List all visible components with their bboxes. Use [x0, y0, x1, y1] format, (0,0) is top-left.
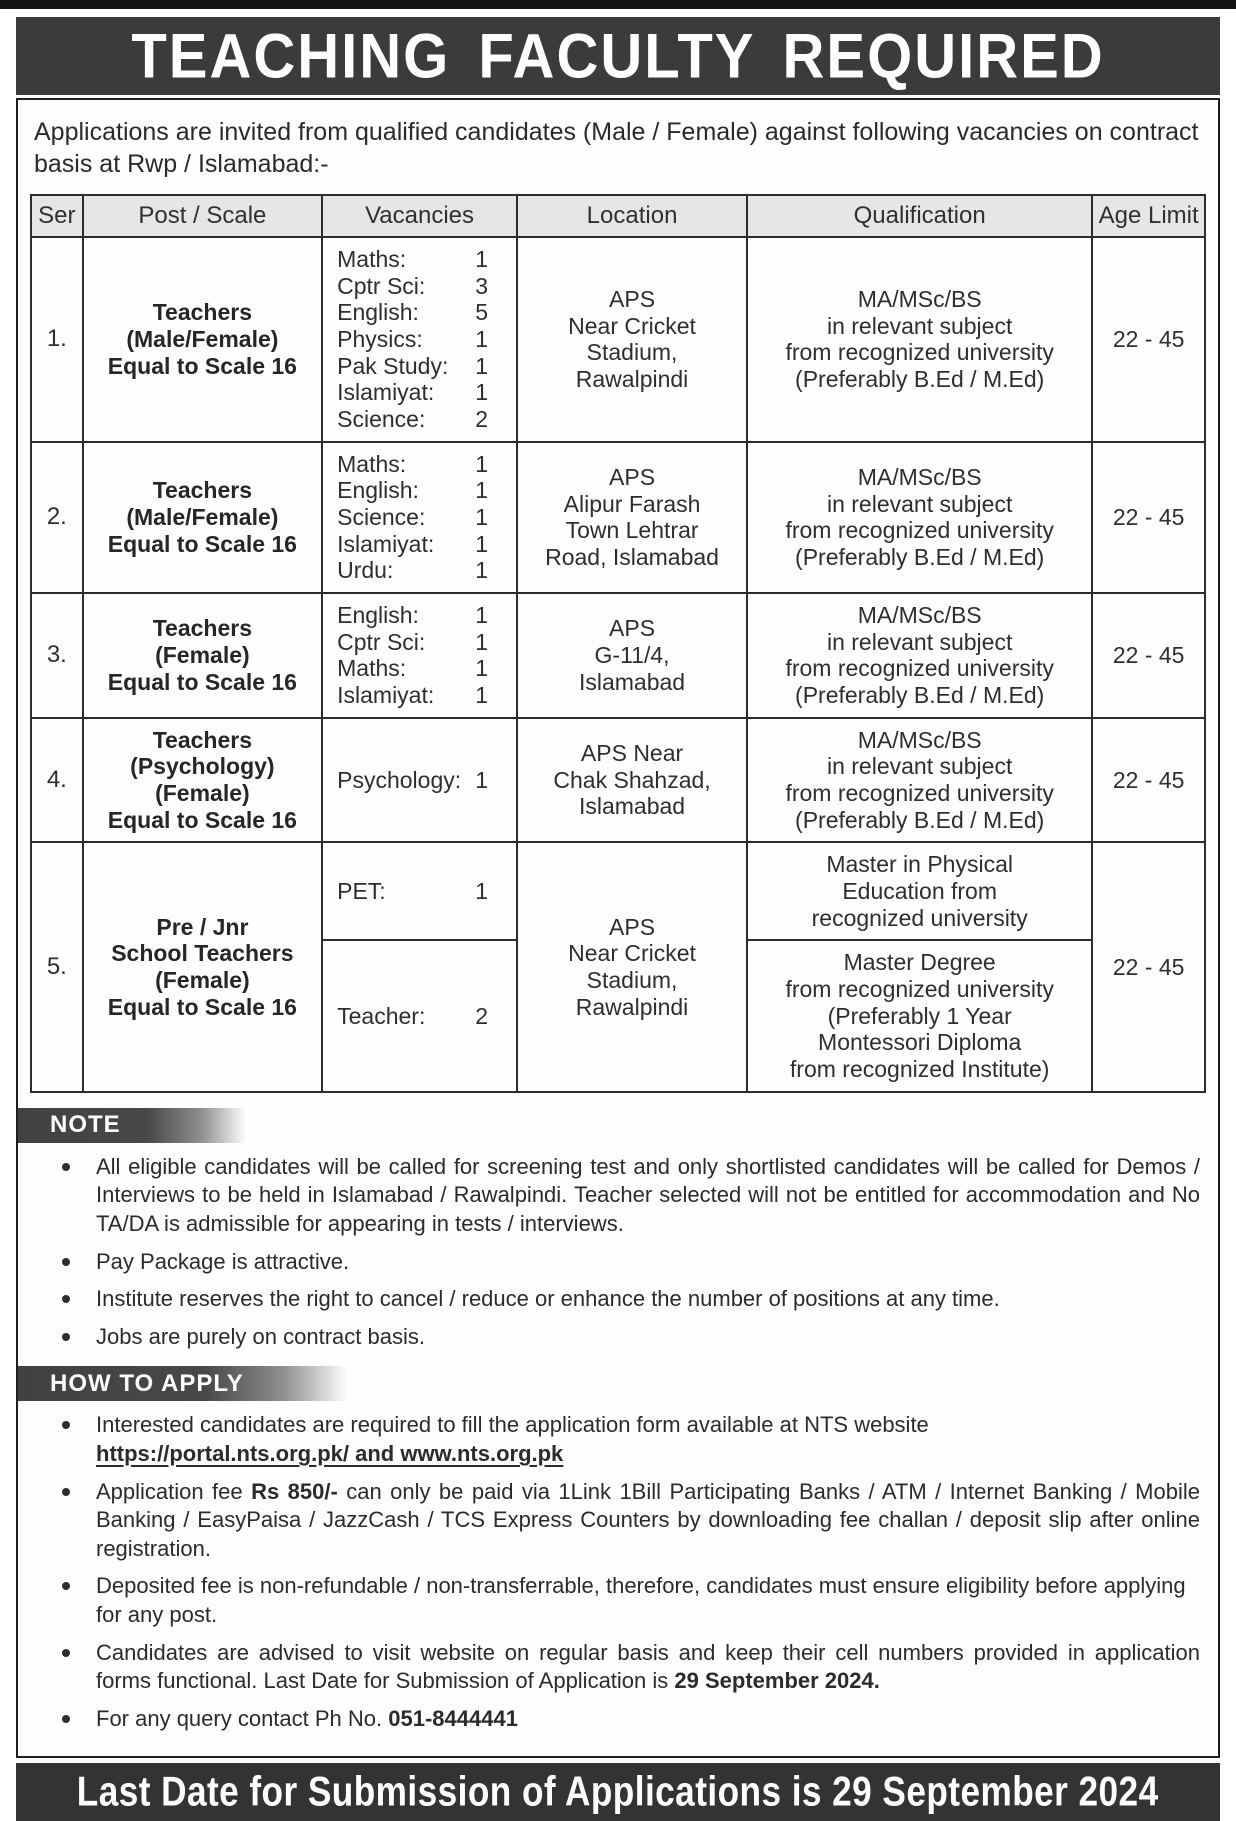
- list-item-text: All eligible candidates will be called for screening test and only shortlisted candidates will be called for Demos / Interviews to be held in Islamabad / Rawalpindi. Teacher selected will not be entitled for accommodation and No TA/DA is admissible for appearing in tests / interviews.: [96, 1153, 1200, 1236]
- list-item-text: Deposited fee is non-refundable / non-transferrable, therefore, candidates must ensure eligibility before applying for any post.: [96, 1573, 1186, 1627]
- list-item: [62, 1248, 1200, 1277]
- vacancy-line: Science: 1: [337, 504, 488, 531]
- cell-age-limit: 22 - 45: [1092, 237, 1205, 442]
- table-row: [31, 442, 1205, 593]
- cell-vacancies: [322, 718, 517, 843]
- footer-bar: [16, 1763, 1220, 1821]
- list-item-text: Interested candidates are required to fill the application form available at NTS website https://portal.nts.org.pk/ and www.nts.org.pk: [96, 1412, 929, 1466]
- column-header: Qualification: [747, 195, 1092, 237]
- list-item: [62, 1705, 1200, 1734]
- table-row: [31, 237, 1205, 442]
- bullet-icon: [62, 1258, 70, 1266]
- column-header: Location: [517, 195, 747, 237]
- cell-vacancies: [322, 940, 517, 1091]
- list-item: [62, 1639, 1200, 1696]
- vacancy-line: PET: 1: [337, 878, 488, 905]
- bullet-icon: [62, 1333, 70, 1341]
- note-label: [18, 1108, 253, 1143]
- list-item: [62, 1478, 1200, 1564]
- cell-location: APS G-11/4, Islamabad: [517, 593, 747, 718]
- cell-location: APS Alipur Farash Town Lehtrar Road, Islamabad: [517, 442, 747, 593]
- cell-ser: 2.: [31, 442, 83, 593]
- list-item: [62, 1323, 1200, 1352]
- cell-qualification: MA/MSc/BS in relevant subject from recognized university (Preferably B.Ed / M.Ed): [747, 593, 1092, 718]
- table-body: [31, 237, 1205, 1092]
- apply-list: [62, 1411, 1200, 1733]
- vacancy-table: [30, 194, 1206, 1093]
- how-to-apply-label-text: HOW TO APPLY: [50, 1369, 244, 1397]
- cell-ser: 5.: [31, 842, 83, 1091]
- column-header: Ser: [31, 195, 83, 237]
- bullet-icon: [62, 1163, 70, 1171]
- vacancy-line: Urdu: 1: [337, 557, 488, 584]
- list-item: [62, 1411, 1200, 1468]
- cell-vacancies: [322, 593, 517, 718]
- bullet-icon: [62, 1488, 70, 1496]
- title-bar: [16, 17, 1220, 95]
- cell-post: Teachers (Female) Equal to Scale 16: [83, 593, 322, 718]
- note-label-text: NOTE: [50, 1111, 121, 1139]
- vacancy-line: Cptr Sci: 1: [337, 628, 488, 655]
- cell-ser: 1.: [31, 237, 83, 442]
- footer-text: Last Date for Submission of Applications is 29 September 2024: [77, 1768, 1159, 1815]
- bullet-icon: [62, 1715, 70, 1723]
- cell-vacancies: [322, 442, 517, 593]
- vacancy-line: Cptr Sci: 3: [337, 272, 488, 299]
- top-strip: [0, 0, 1236, 9]
- cell-qualification: Master in Physical Education from recognized university: [747, 842, 1092, 940]
- vacancy-line: Maths: 1: [337, 450, 488, 477]
- bullet-icon: [62, 1295, 70, 1303]
- cell-qualification: Master Degree from recognized university (Preferably 1 Year Montessori Diploma from recognized Institute): [747, 940, 1092, 1091]
- cell-ser: 4.: [31, 718, 83, 843]
- list-item: [62, 1285, 1200, 1314]
- table-row: [31, 718, 1205, 843]
- vacancy-line: Psychology: 1: [337, 766, 488, 793]
- bullet-icon: [62, 1649, 70, 1657]
- vacancy-line: Physics: 1: [337, 326, 488, 353]
- list-item-text: Institute reserves the right to cancel / reduce or enhance the number of positions at any time.: [96, 1286, 1000, 1312]
- vacancy-line: Science: 2: [337, 406, 488, 433]
- cell-age-limit: 22 - 45: [1092, 842, 1205, 1091]
- vacancy-line: English: 5: [337, 299, 488, 326]
- cell-location: APS Near Cricket Stadium, Rawalpindi: [517, 842, 747, 1091]
- column-header: Vacancies: [322, 195, 517, 237]
- list-item-text: Application fee Rs 850/- can only be paid via 1Link 1Bill Participating Banks / ATM / Internet Banking / Mobile Banking / EasyPaisa / JazzCash / TCS Express Counters by downloading fee challan / deposit slip after online registration.: [96, 1478, 1200, 1561]
- cell-vacancies: [322, 842, 517, 940]
- cell-age-limit: 22 - 45: [1092, 718, 1205, 843]
- note-list: [62, 1153, 1200, 1352]
- cell-post: Teachers (Psychology) (Female) Equal to Scale 16: [83, 718, 322, 843]
- list-item: [62, 1572, 1200, 1629]
- vacancy-line: Pak Study: 1: [337, 352, 488, 379]
- cell-ser: 3.: [31, 593, 83, 718]
- list-item-text: Candidates are advised to visit website on regular basis and keep their cell numbers provided in application forms functional. Last Date for Submission of Application is 29 September 2024.: [96, 1639, 1200, 1694]
- vacancy-line: Islamiyat: 1: [337, 530, 488, 557]
- table-row: [31, 593, 1205, 718]
- advertisement: [16, 17, 1220, 1821]
- intro-text: Applications are invited from qualified candidates (Male / Female) against following vacancies on contract basis at Rwp / Islamabad:-: [34, 118, 1199, 178]
- cell-age-limit: 22 - 45: [1092, 593, 1205, 718]
- cell-qualification: MA/MSc/BS in relevant subject from recognized university (Preferably B.Ed / M.Ed): [747, 237, 1092, 442]
- list-item: [62, 1153, 1200, 1239]
- cell-location: APS Near Chak Shahzad, Islamabad: [517, 718, 747, 843]
- table-header-row: [31, 195, 1205, 237]
- bullet-icon: [62, 1582, 70, 1590]
- vacancy-line: Teacher: 2: [337, 1002, 488, 1029]
- vacancy-line: Islamiyat: 1: [337, 682, 488, 709]
- list-item-text: Jobs are purely on contract basis.: [96, 1323, 425, 1349]
- vacancy-line: Maths: 1: [337, 655, 488, 682]
- list-item-text: Pay Package is attractive.: [96, 1248, 350, 1274]
- vacancy-line: Islamiyat: 1: [337, 379, 488, 406]
- how-to-apply-label: [18, 1366, 358, 1401]
- page-title: TEACHING FACULTY REQUIRED: [131, 20, 1105, 92]
- column-header: Age Limit: [1092, 195, 1205, 237]
- bullet-icon: [62, 1421, 70, 1429]
- cell-post: Pre / Jnr School Teachers (Female) Equal to Scale 16: [83, 842, 322, 1091]
- cell-vacancies: [322, 237, 517, 442]
- vacancy-line: English: 1: [337, 477, 488, 504]
- cell-post: Teachers (Male/Female) Equal to Scale 16: [83, 442, 322, 593]
- vacancy-line: English: 1: [337, 602, 488, 629]
- cell-qualification: MA/MSc/BS in relevant subject from recognized university (Preferably B.Ed / M.Ed): [747, 718, 1092, 843]
- column-header: Post / Scale: [83, 195, 322, 237]
- cell-age-limit: 22 - 45: [1092, 442, 1205, 593]
- cell-qualification: MA/MSc/BS in relevant subject from recognized university (Preferably B.Ed / M.Ed): [747, 442, 1092, 593]
- table-row: [31, 842, 1205, 940]
- cell-location: APS Near Cricket Stadium, Rawalpindi: [517, 237, 747, 442]
- cell-post: Teachers (Male/Female) Equal to Scale 16: [83, 237, 322, 442]
- vacancy-line: Maths: 1: [337, 246, 488, 272]
- content-box: [16, 98, 1220, 1758]
- list-item-text: For any query contact Ph No. 051-8444441: [96, 1705, 518, 1731]
- table-head: [31, 195, 1205, 237]
